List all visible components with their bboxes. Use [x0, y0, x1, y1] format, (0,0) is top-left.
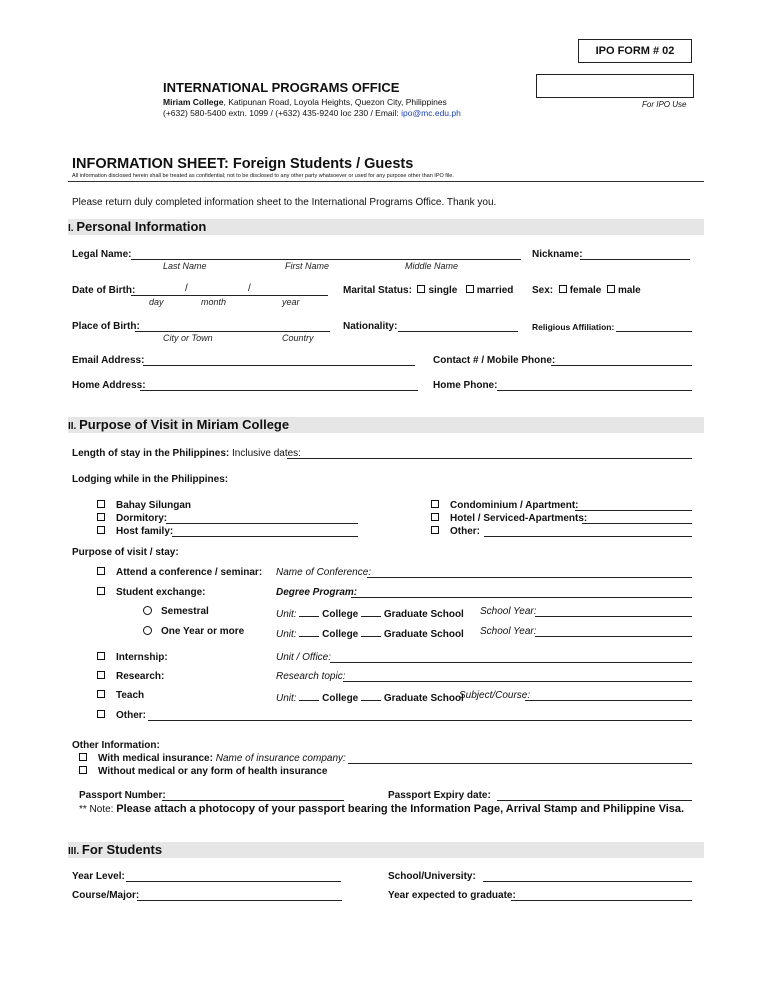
ipo-use-label: For IPO Use — [642, 100, 687, 109]
grad-year-label: Year expected to graduate: — [388, 890, 516, 901]
research-checkbox[interactable] — [97, 671, 105, 679]
legal-name-field[interactable] — [131, 249, 521, 260]
passport-note: ** Note: Please attach a photocopy of your passport bearing the Information Page, Arrival Stamp and Philippine Visa. — [79, 803, 685, 815]
ipo-use-box[interactable] — [536, 74, 694, 98]
dob-slash-1: / — [185, 283, 188, 294]
female-checkbox[interactable] — [559, 285, 567, 293]
year-level-field[interactable] — [126, 871, 341, 882]
unit-office-label: Unit / Office: — [276, 652, 332, 663]
home-phone-label: Home Phone: — [433, 380, 498, 391]
conf-name-label: Name of Conference: — [276, 567, 372, 578]
male-checkbox[interactable] — [607, 285, 615, 293]
section-1-header: I. Personal Information — [68, 219, 704, 235]
nationality-field[interactable] — [398, 321, 518, 332]
exchange-checkbox[interactable] — [97, 587, 105, 595]
research-topic-label: Research topic: — [276, 671, 346, 682]
other-lodging-field[interactable] — [484, 526, 692, 537]
conference-checkbox[interactable] — [97, 567, 105, 575]
semestral-school-year-label: School Year: — [480, 606, 537, 617]
contact-line: (+632) 580-5400 extn. 1099 / (+632) 435-9240 loc 230 / Email: ipo@mc.edu.ph — [163, 108, 461, 118]
insurance-name-field[interactable] — [348, 753, 692, 764]
unit-office-field[interactable] — [330, 652, 692, 663]
page-title: INFORMATION SHEET: Foreign Students / Guests — [72, 156, 414, 172]
degree-label: Degree Program: — [276, 587, 358, 598]
teach-checkbox[interactable] — [97, 690, 105, 698]
bahay-checkbox[interactable] — [97, 500, 105, 508]
conf-name-field[interactable] — [367, 567, 692, 578]
single-checkbox[interactable] — [417, 285, 425, 293]
college-address: Miriam College, Katipunan Road, Loyola Heights, Quezon City, Philippines — [163, 97, 447, 107]
subject-label: Subject/Course: — [459, 690, 531, 701]
middle-name-caption: Middle Name — [405, 261, 459, 271]
one-year-school-year-label: School Year: — [480, 626, 537, 637]
internship-checkbox[interactable] — [97, 652, 105, 660]
teach-unit: Unit: College Graduate School — [276, 690, 464, 704]
dob-label: Date of Birth: — [72, 285, 136, 296]
hotel-field[interactable] — [582, 513, 692, 524]
nickname-label: Nickname: — [532, 249, 583, 260]
year-caption: year — [282, 297, 300, 307]
nickname-field[interactable] — [580, 249, 690, 260]
semestral-radio[interactable] — [143, 606, 152, 615]
month-caption: month — [201, 297, 227, 307]
religion-label: Religious Affiliation: — [532, 322, 615, 332]
dob-field[interactable] — [131, 285, 328, 296]
last-name-caption: Last Name — [163, 261, 207, 271]
lodging-bahay: Bahay Silungan — [97, 500, 191, 511]
pob-field[interactable] — [135, 321, 330, 332]
host-checkbox[interactable] — [97, 526, 105, 534]
length-of-stay: Length of stay in the Philippines: Inclusive dates: — [72, 448, 301, 459]
one-year-option: One Year or more — [143, 626, 244, 637]
semestral-unit: Unit: College Graduate School — [276, 606, 464, 620]
hotel-checkbox[interactable] — [431, 513, 439, 521]
city-caption: City or Town — [163, 333, 213, 343]
degree-field[interactable] — [351, 587, 692, 598]
country-caption: Country — [282, 333, 314, 343]
condo-checkbox[interactable] — [431, 500, 439, 508]
form-number: IPO FORM # 02 — [578, 39, 692, 63]
section-3-header: III. For Students — [68, 842, 704, 858]
purpose-teach: Teach — [97, 690, 144, 701]
email-label: Email Address: — [72, 355, 145, 366]
lodging-condo: Condominium / Apartment: — [431, 500, 579, 511]
title-divider — [68, 181, 704, 182]
office-name: INTERNATIONAL PROGRAMS OFFICE — [163, 80, 400, 95]
one-year-unit: Unit: College Graduate School — [276, 626, 464, 640]
purpose-label: Purpose of visit / stay: — [72, 547, 179, 558]
lodging-other: Other: — [431, 526, 480, 537]
contact-field[interactable] — [551, 355, 692, 366]
purpose-internship: Internship: — [97, 652, 168, 663]
passport-expiry-field[interactable] — [497, 790, 692, 801]
insurance-without-checkbox[interactable] — [79, 766, 87, 774]
marital-status: Marital Status: single married — [343, 285, 514, 296]
passport-expiry-label: Passport Expiry date: — [388, 790, 491, 801]
course-field[interactable] — [137, 890, 342, 901]
pob-label: Place of Birth: — [72, 321, 140, 332]
other-info-label: Other Information: — [72, 740, 160, 751]
passport-label: Passport Number: — [79, 790, 166, 801]
section-2-header: II. Purpose of Visit in Miriam College — [68, 417, 704, 433]
email-field[interactable] — [143, 355, 415, 366]
course-label: Course/Major: — [72, 890, 140, 901]
first-name-caption: First Name — [285, 261, 330, 271]
semestral-school-year-field[interactable] — [535, 606, 692, 617]
one-year-radio[interactable] — [143, 626, 152, 635]
purpose-conference: Attend a conference / seminar: — [97, 567, 262, 578]
confidential-note: All information disclosed herein shall be treated as confidential; not to be disclosed to any other party whatsoever or used for any purpose other than IPO file. — [72, 173, 454, 179]
research-topic-field[interactable] — [343, 671, 692, 682]
year-level-label: Year Level: — [72, 871, 125, 882]
instruction: Please return duly completed information sheet to the International Programs Office. Thank you. — [72, 197, 497, 208]
school-field[interactable] — [483, 871, 692, 882]
grad-year-field[interactable] — [511, 890, 692, 901]
purpose-exchange: Student exchange: — [97, 587, 205, 598]
home-address-field[interactable] — [140, 380, 418, 391]
lodging-host: Host family: — [97, 526, 173, 537]
insurance-with-checkbox[interactable] — [79, 753, 87, 761]
lodging-label: Lodging while in the Philippines: — [72, 474, 229, 485]
school-label: School/University: — [388, 871, 476, 882]
insurance-without: Without medical or any form of health insurance — [79, 766, 327, 777]
dormitory-field[interactable] — [166, 513, 358, 524]
length-of-stay-field[interactable] — [287, 448, 692, 459]
home-phone-field[interactable] — [497, 380, 692, 391]
religion-field[interactable] — [616, 321, 692, 332]
other-purpose-field[interactable] — [148, 710, 692, 721]
subject-field[interactable] — [525, 690, 692, 701]
email-link[interactable]: ipo@mc.edu.ph — [401, 108, 461, 118]
sex: Sex: female male — [532, 285, 641, 296]
married-checkbox[interactable] — [466, 285, 474, 293]
condo-field[interactable] — [575, 500, 692, 511]
other-purpose-checkbox[interactable] — [97, 710, 105, 718]
host-field[interactable] — [172, 526, 358, 537]
nationality-label: Nationality: — [343, 321, 398, 332]
semestral-option: Semestral — [143, 606, 209, 617]
purpose-research: Research: — [97, 671, 164, 682]
day-caption: day — [149, 297, 164, 307]
lodging-hotel: Hotel / Serviced-Apartments: — [431, 513, 587, 524]
passport-field[interactable] — [162, 790, 344, 801]
legal-name-label: Legal Name: — [72, 249, 132, 260]
other-lodging-checkbox[interactable] — [431, 526, 439, 534]
purpose-other: Other: — [97, 710, 146, 721]
one-year-school-year-field[interactable] — [535, 626, 692, 637]
contact-label: Contact # / Mobile Phone: — [433, 355, 556, 366]
dormitory-checkbox[interactable] — [97, 513, 105, 521]
home-address-label: Home Address: — [72, 380, 146, 391]
insurance-with: With medical insurance: Name of insurance company: — [79, 753, 346, 764]
lodging-dormitory: Dormitory: — [97, 513, 167, 524]
dob-slash-2: / — [248, 283, 251, 294]
